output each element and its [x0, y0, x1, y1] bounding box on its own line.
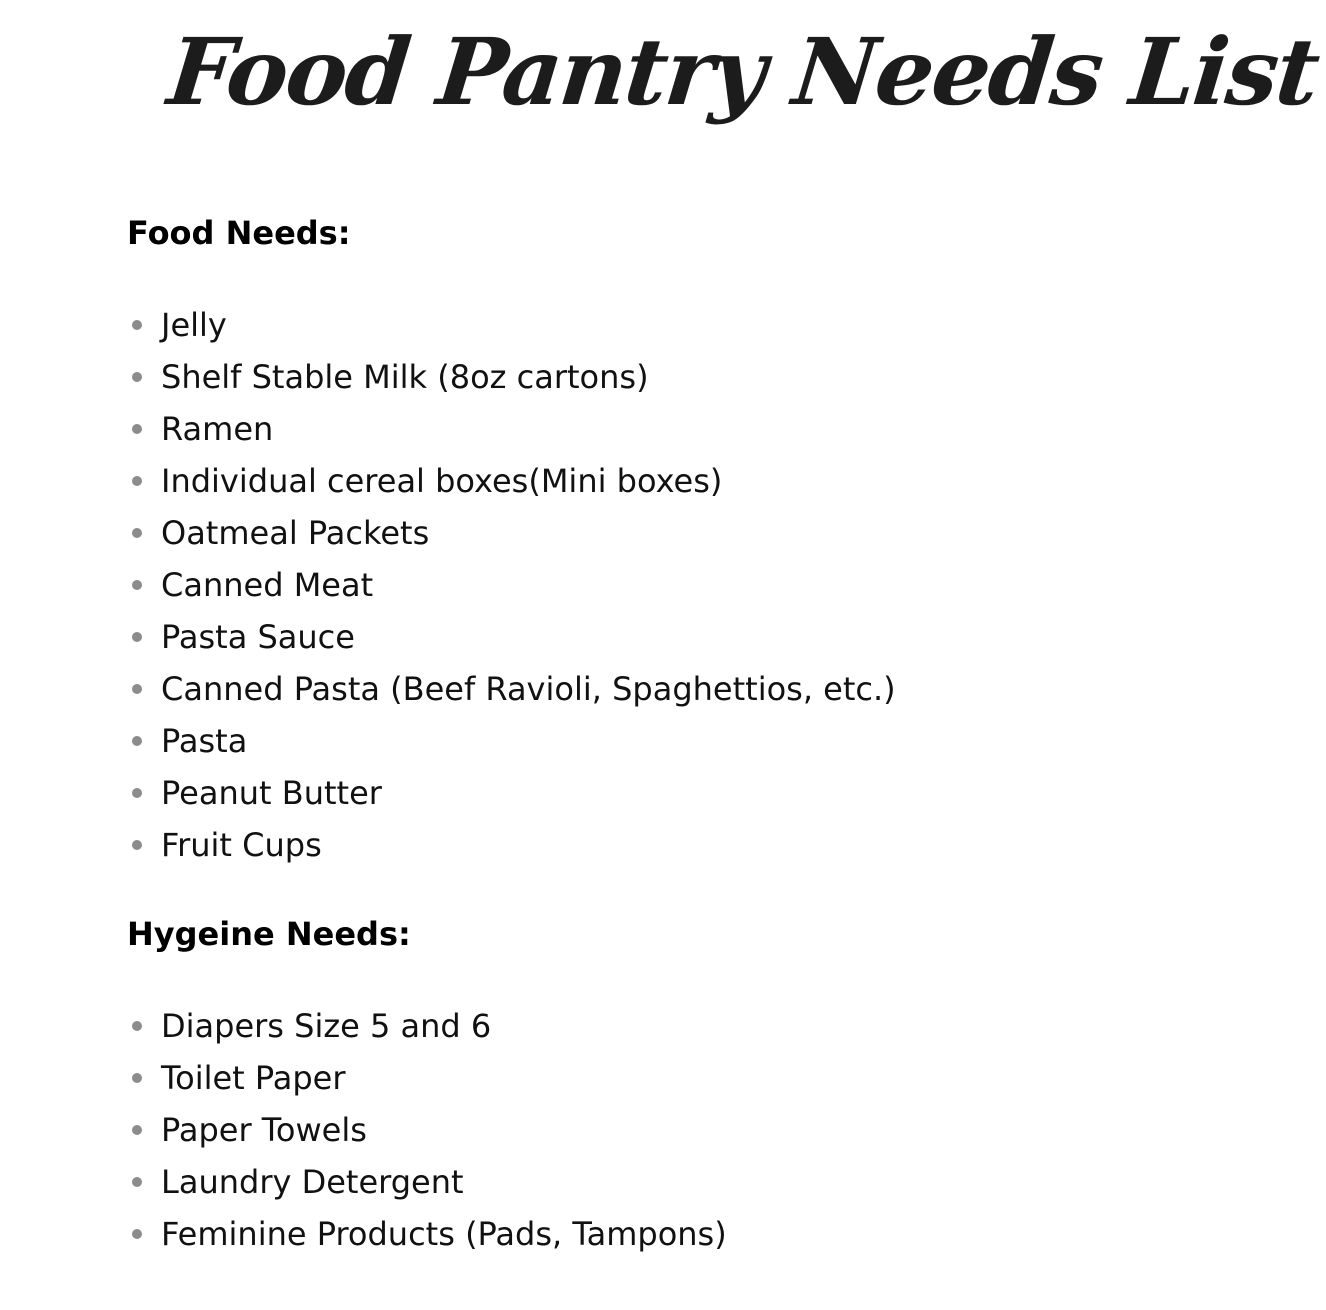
list-item-label: Toilet Paper — [161, 1059, 346, 1097]
list-item-label: Shelf Stable Milk (8oz cartons) — [161, 358, 649, 396]
bullet-dot-icon — [132, 1177, 142, 1187]
bullet-dot-icon — [132, 632, 142, 642]
page-title: Food Pantry Needs List — [163, 18, 1323, 126]
bullet-dot-icon — [132, 320, 142, 330]
list-item — [127, 819, 896, 871]
list-item-label: Diapers Size 5 and 6 — [161, 1007, 492, 1045]
hygiene-needs-list — [127, 1000, 727, 1260]
list-item-label: Oatmeal Packets — [161, 514, 430, 552]
list-item-label: Canned Meat — [161, 566, 374, 604]
list-item — [127, 507, 896, 559]
list-item — [127, 663, 896, 715]
list-item — [127, 403, 896, 455]
bullet-dot-icon — [132, 684, 142, 694]
list-item-label: Pasta Sauce — [161, 618, 355, 656]
food-needs-list — [127, 299, 896, 871]
bullet-dot-icon — [132, 736, 142, 746]
bullet-dot-icon — [132, 1021, 142, 1031]
list-item — [127, 1208, 727, 1260]
bullet-dot-icon — [132, 476, 142, 486]
list-item — [127, 1104, 727, 1156]
list-item — [127, 299, 896, 351]
bullet-dot-icon — [132, 1073, 142, 1083]
food-needs-heading: Food Needs: — [127, 214, 351, 252]
list-item — [127, 1156, 727, 1208]
bullet-dot-icon — [132, 1229, 142, 1239]
list-item-label: Jelly — [161, 306, 227, 344]
list-item-label: Individual cereal boxes(Mini boxes) — [161, 462, 723, 500]
bullet-dot-icon — [132, 372, 142, 382]
bullet-dot-icon — [132, 788, 142, 798]
list-item-label: Feminine Products (Pads, Tampons) — [161, 1215, 727, 1253]
list-item — [127, 559, 896, 611]
list-item — [127, 767, 896, 819]
list-item-label: Paper Towels — [161, 1111, 367, 1149]
bullet-dot-icon — [132, 840, 142, 850]
list-item-label: Fruit Cups — [161, 826, 322, 864]
bullet-dot-icon — [132, 424, 142, 434]
list-item — [127, 715, 896, 767]
list-item — [127, 455, 896, 507]
list-item — [127, 1000, 727, 1052]
bullet-dot-icon — [132, 580, 142, 590]
bullet-dot-icon — [132, 1125, 142, 1135]
bullet-dot-icon — [132, 528, 142, 538]
list-item — [127, 611, 896, 663]
list-item — [127, 351, 896, 403]
list-item-label: Pasta — [161, 722, 248, 760]
hygiene-needs-heading: Hygeine Needs: — [127, 915, 411, 953]
list-item-label: Peanut Butter — [161, 774, 382, 812]
list-item-label: Ramen — [161, 410, 274, 448]
list-item-label: Laundry Detergent — [161, 1163, 464, 1201]
list-item-label: Canned Pasta (Beef Ravioli, Spaghettios, etc.) — [161, 670, 896, 708]
list-item — [127, 1052, 727, 1104]
